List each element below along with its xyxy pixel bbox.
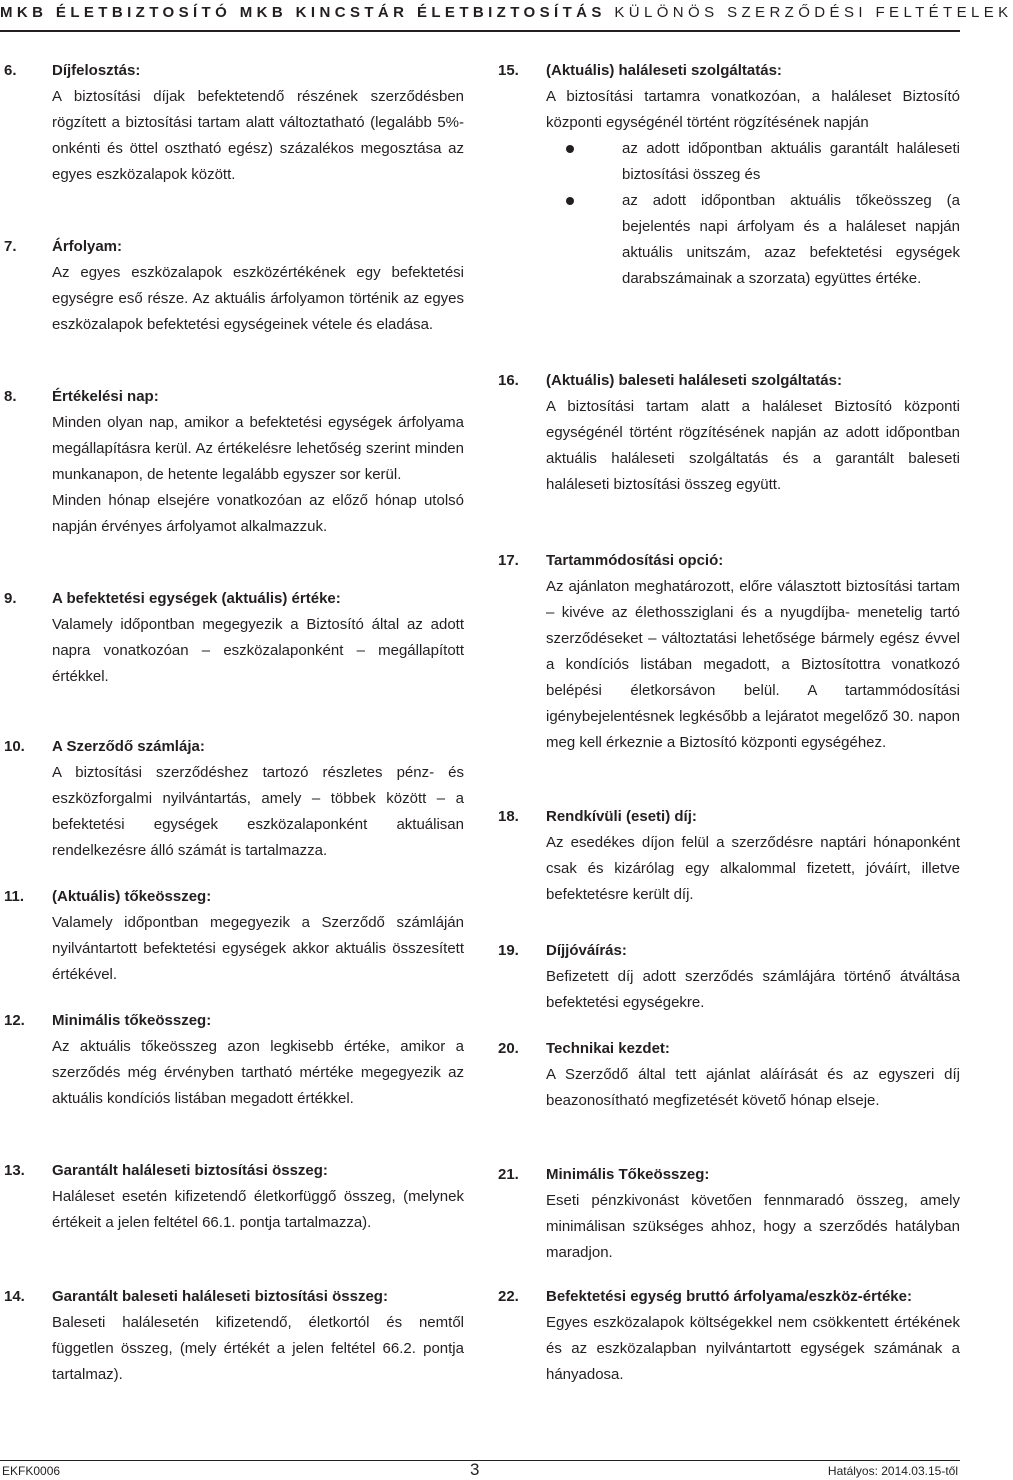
- item-number: 17.: [498, 552, 519, 569]
- item-body: [52, 1284, 464, 1388]
- definition-item: [4, 384, 464, 540]
- item-number: 8.: [4, 388, 17, 405]
- item-body: [546, 548, 960, 756]
- item-title: (Aktuális) tőkeösszeg:: [52, 888, 212, 905]
- item-body: [52, 234, 464, 338]
- item-paragraph: Az aktuális tőkeösszeg azon legkisebb értéke, amikor a szerződés még érvényben tartható mértéke megegyezik az aktuális kondíciós listában megadott értékkel.: [52, 1038, 464, 1107]
- definition-item: [498, 368, 960, 498]
- definition-item: [498, 1284, 960, 1388]
- item-title: (Aktuális) haláleseti szolgáltatás:: [546, 62, 782, 79]
- bullet-list: [546, 136, 960, 292]
- definition-item: [498, 548, 960, 756]
- item-title: Minimális tőkeösszeg:: [52, 1012, 212, 1029]
- bullet-dot-icon: [566, 197, 574, 205]
- item-body: [52, 1158, 464, 1236]
- item-body: [546, 938, 960, 1016]
- item-paragraph: A biztosítási díjak befektetendő részének szerződésben rögzített a biztosítási tartam alatt változtatható (legalább 5%-onkénti és öttel osztható egész) százalékos megosztása az egyes eszközalapok között.: [52, 88, 464, 183]
- item-body: [546, 368, 960, 498]
- item-paragraph: A biztosítási tartamra vonatkozóan, a haláleset Biztosító központi egységénél történt rögzítésének napján: [546, 88, 960, 131]
- item-title: Technikai kezdet:: [546, 1040, 670, 1057]
- item-body: [52, 58, 464, 188]
- item-title: A Szerződő számlája:: [52, 738, 205, 755]
- item-title: Tartammódosítási opció:: [546, 552, 724, 569]
- definition-item: [4, 1008, 464, 1112]
- item-paragraph: Valamely időpontban megegyezik a Biztosító által az adott napra vonatkozóan – eszközalaponként – megállapított értékkel.: [52, 616, 464, 685]
- item-number: 22.: [498, 1288, 519, 1305]
- item-paragraph: Az egyes eszközalapok eszközértékének egy befektetési egységre eső része. Az aktuális árfolyamon történik az egyes eszközalapok befektetési egységeinek vétele és eladása.: [52, 264, 464, 333]
- bullet-text: az adott időpontban aktuális garantált haláleseti biztosítási összeg és: [622, 140, 960, 183]
- item-number: 13.: [4, 1162, 25, 1179]
- item-title: Garantált baleseti haláleseti biztosítási összeg:: [52, 1288, 388, 1305]
- item-number: 15.: [498, 62, 519, 79]
- item-paragraph: Minden olyan nap, amikor a befektetési egységek árfolyama megállapításra kerül. Az értékelésre lehetőség szerint minden munkanapon, de hetente legalább egyszer sor kerül.: [52, 414, 464, 483]
- definition-item: [498, 1162, 960, 1266]
- footer-rule: [0, 1460, 960, 1461]
- item-title: (Aktuális) baleseti haláleseti szolgáltatás:: [546, 372, 842, 389]
- item-number: 12.: [4, 1012, 25, 1029]
- effective-date: Hatályos: 2014.03.15-től: [827, 1464, 958, 1478]
- item-paragraph: Az ajánlaton meghatározott, előre választott biztosítási tartam – kivéve az élethossziglani és a nyugdíjba- menetelig tartó szerződéseket – változtatási lehetősége bármely egész évvel a kondíciós listában megadott, a Biztosítottra vonatkozó belépési életkorsávon belül. A tartammódosítási igénybejelentésnek legkésőbb a lejáratot megelőző 30. napon meg kell érkeznie a Biztosító központi egységéhez.: [546, 578, 960, 751]
- item-paragraph: Egyes eszközalapok költségekkel nem csökkentett értékének és az eszközalapban nyilvántartott egységek számának a hányadosa.: [546, 1314, 960, 1383]
- definition-item: [4, 234, 464, 338]
- item-paragraph: A biztosítási szerződéshez tartozó részletes pénz- és eszközforgalmi nyilvántartás, amely – többek között – a befektetési egységek eszközalaponként aktuálisan rendelkezésre álló számát is tartalmazza.: [52, 764, 464, 859]
- item-number: 6.: [4, 62, 17, 79]
- definition-item: [498, 1036, 960, 1114]
- item-title: Rendkívüli (eseti) díj:: [546, 808, 697, 825]
- document-footer: [0, 1462, 960, 1480]
- item-number: 20.: [498, 1040, 519, 1057]
- item-paragraph: A Szerződő által tett ajánlat aláírását és az egyszeri díj beazonosítható megfizetését követő hónap elseje.: [546, 1066, 960, 1109]
- item-number: 18.: [498, 808, 519, 825]
- definition-item: [4, 1158, 464, 1236]
- bullet-item: [546, 136, 960, 188]
- header-rule: [0, 30, 960, 32]
- header-title-bold: MKB ÉLETBIZTOSÍTÓ MKB KINCSTÁR ÉLETBIZTOSÍTÁS: [0, 4, 606, 21]
- definition-item: [498, 804, 960, 908]
- item-body: [546, 1284, 960, 1388]
- item-number: 14.: [4, 1288, 25, 1305]
- item-body: [546, 1036, 960, 1114]
- item-title: Garantált haláleseti biztosítási összeg:: [52, 1162, 328, 1179]
- item-paragraph: Az esedékes díjon felül a szerződésre naptári hónaponként csak és kizárólag egy alkalommal fizetett, jóváírt, illetve befektetésre került díj.: [546, 834, 960, 903]
- item-number: 9.: [4, 590, 17, 607]
- item-body: [52, 384, 464, 540]
- definition-item: [498, 938, 960, 1016]
- item-body: [546, 58, 960, 292]
- item-title: Befektetési egység bruttó árfolyama/eszköz-értéke:: [546, 1288, 912, 1305]
- item-number: 16.: [498, 372, 519, 389]
- item-number: 10.: [4, 738, 25, 755]
- item-paragraph: Haláleset esetén kifizetendő életkorfüggő összeg, (melynek értékeit a jelen feltétel 66.1. pontja tartalmazza).: [52, 1188, 464, 1231]
- item-number: 19.: [498, 942, 519, 959]
- item-number: 21.: [498, 1166, 519, 1183]
- definition-item: [498, 58, 960, 292]
- item-title: Díjfelosztás:: [52, 62, 141, 79]
- item-body: [546, 804, 960, 908]
- item-title: Értékelési nap:: [52, 388, 159, 405]
- item-body: [546, 1162, 960, 1266]
- item-title: Díjjóváírás:: [546, 942, 627, 959]
- item-number: 7.: [4, 238, 17, 255]
- definition-item: [4, 586, 464, 690]
- definition-item: [4, 58, 464, 188]
- item-title: Minimális Tőkeösszeg:: [546, 1166, 710, 1183]
- item-title: A befektetési egységek (aktuális) értéke:: [52, 590, 341, 607]
- item-body: [52, 586, 464, 690]
- header-title-regular: KÜLÖNÖS SZERZŐDÉSI FELTÉTELEK: [605, 4, 1013, 21]
- page-number: 3: [470, 1460, 480, 1479]
- item-body: [52, 1008, 464, 1112]
- definition-item: [4, 884, 464, 988]
- item-paragraph: Baleseti halálesetén kifizetendő, életkortól és nemtől független összeg, (mely értékét a jelen feltétel 66.2. pontja tartalmaz).: [52, 1314, 464, 1383]
- bullet-item: [546, 188, 960, 292]
- item-body: [52, 884, 464, 988]
- item-paragraph: Valamely időpontban megegyezik a Szerződő számláján nyilvántartott befektetési egységek akkor aktuális összesített értékével.: [52, 914, 464, 983]
- item-paragraph: Minden hónap elsejére vonatkozóan az előző hónap utolsó napján érvényes árfolyamot alkalmazzuk.: [52, 492, 464, 535]
- item-title: Árfolyam:: [52, 238, 123, 255]
- document-header: [0, 4, 1013, 26]
- item-body: [52, 734, 464, 864]
- item-paragraph: Eseti pénzkivonást követően fennmaradó összeg, amely minimálisan szükséges ahhoz, hogy a szerződés hatályban maradjon.: [546, 1192, 960, 1261]
- item-number: 11.: [4, 888, 25, 905]
- document-code: EKFK0006: [2, 1464, 61, 1478]
- item-paragraph: Befizetett díj adott szerződés számlájára történő átváltása befektetési egységekre.: [546, 968, 960, 1011]
- definition-item: [4, 734, 464, 864]
- definition-item: [4, 1284, 464, 1388]
- item-paragraph: A biztosítási tartam alatt a haláleset Biztosító központi egységénél történt rögzítésének napján az adott időpontban aktuális haláleseti szolgáltatás és a garantált baleseti haláleseti biztosítási összeg együtt.: [546, 398, 960, 493]
- bullet-dot-icon: [566, 145, 574, 153]
- bullet-text: az adott időpontban aktuális tőkeösszeg (a bejelentés napi árfolyam és a haláleset napján aktuális unitszám, azaz befektetési egységek darabszámainak a szorzata) együttes értéke.: [622, 192, 960, 287]
